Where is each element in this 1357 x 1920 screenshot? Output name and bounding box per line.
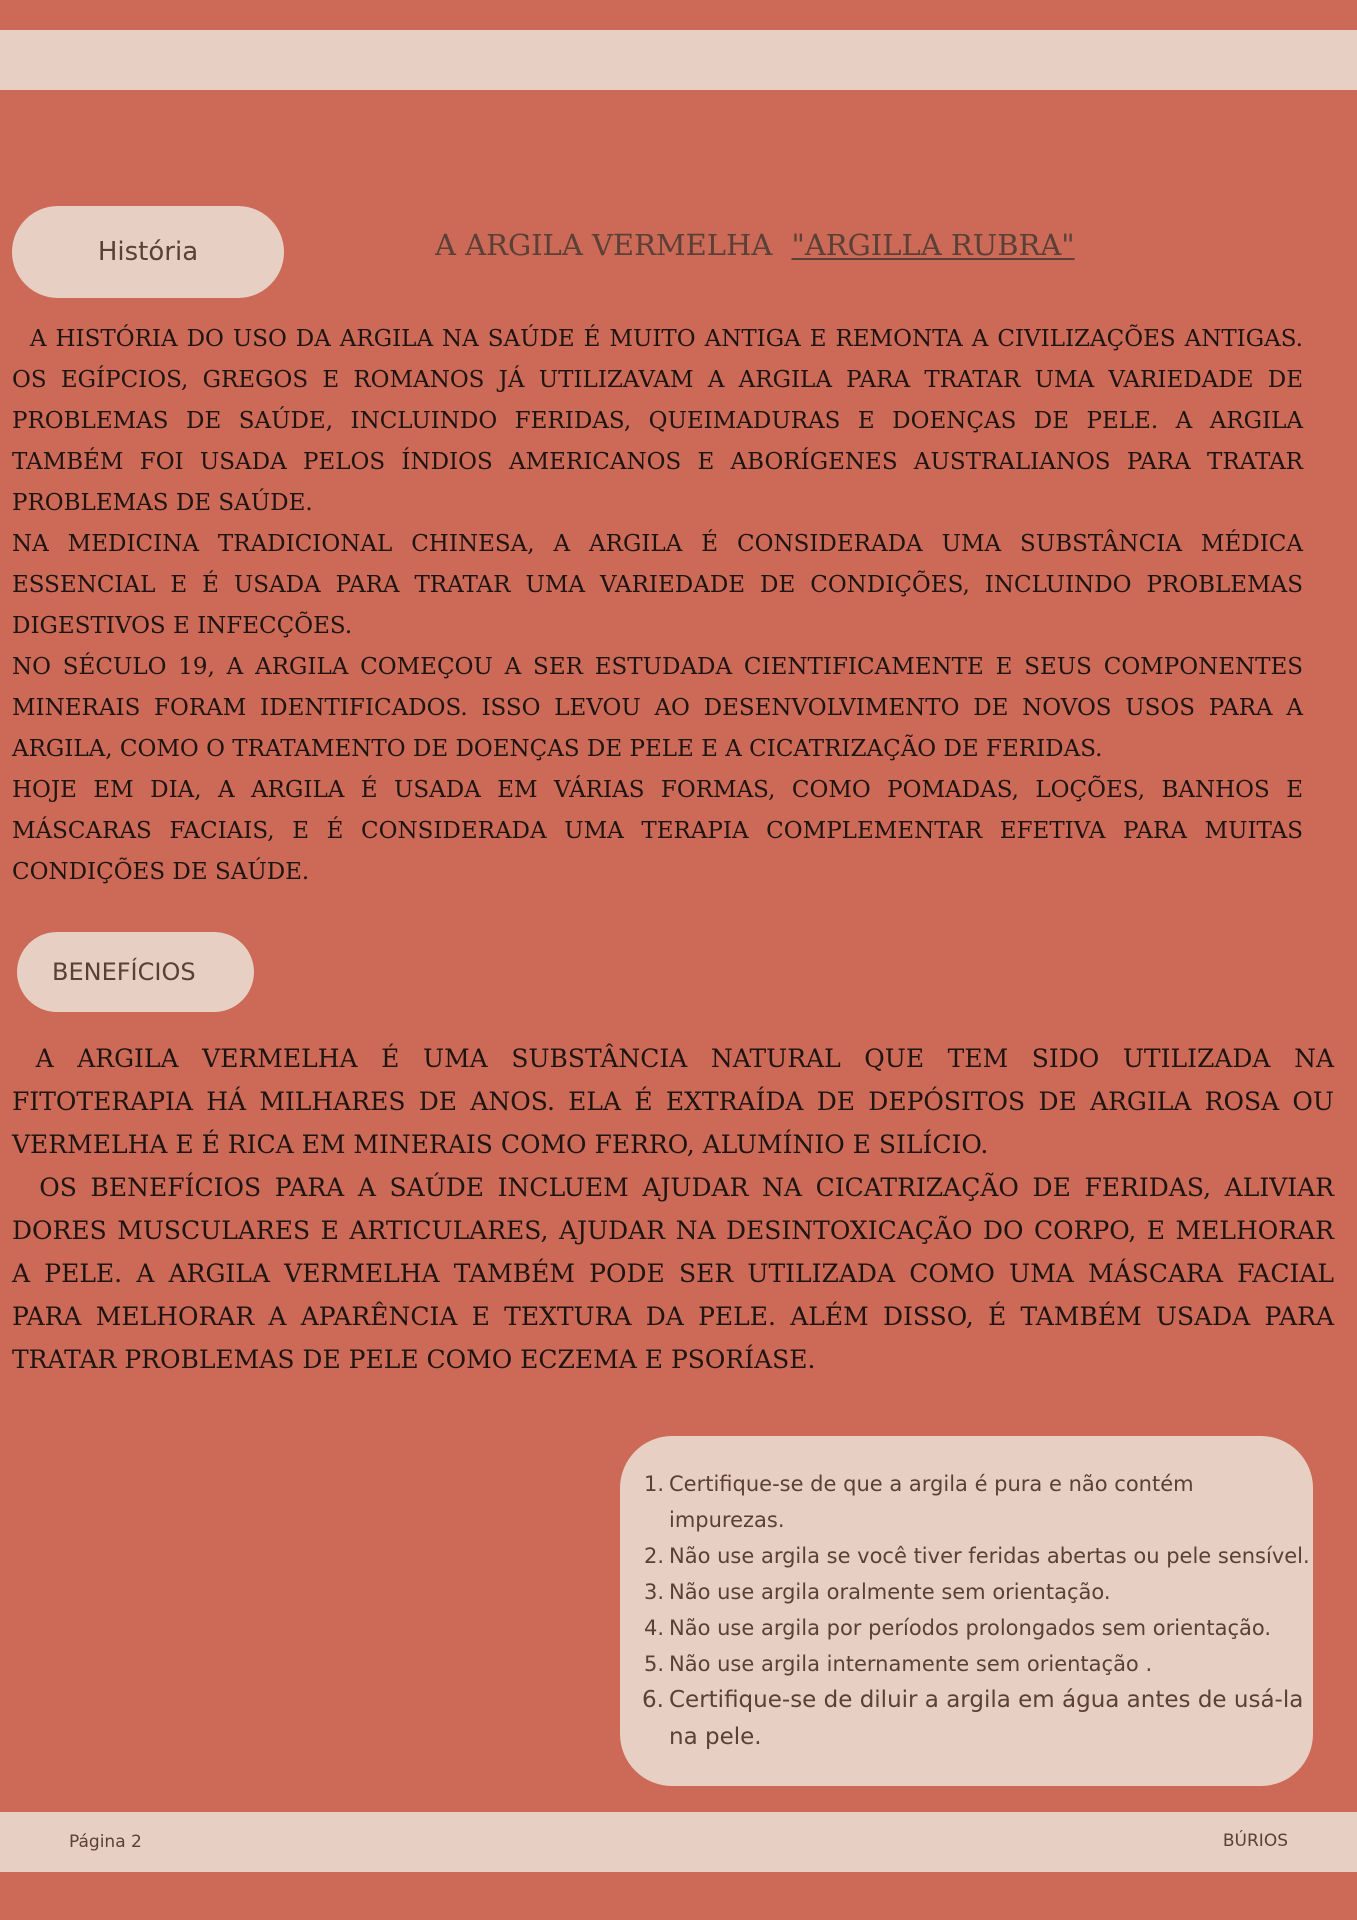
section-label-beneficios-text: BENEFÍCIOS <box>52 958 196 986</box>
precaution-text: Não use argila se você tiver feridas abertas ou pele sensível. <box>669 1544 1310 1568</box>
precaution-item <box>642 1646 1313 1682</box>
section-label-historia-text: História <box>97 237 199 267</box>
precaution-number: 3. <box>643 1580 664 1604</box>
precaution-item <box>642 1538 1313 1574</box>
precaution-item <box>642 1466 1313 1538</box>
precaution-number: 6. <box>642 1687 664 1713</box>
precaution-item <box>642 1682 1313 1756</box>
historia-text <box>12 319 1303 893</box>
beneficios-paragraph: A ARGILA VERMELHA É UMA SUBSTÂNCIA NATURAL QUE TEM SIDO UTILIZADA NA FITOTERAPIA HÁ MILHARES DE ANOS. ELA É EXTRAÍDA DE DEPÓSITOS DE ARGILA ROSA OU VERMELHA E É RICA EM MINERAIS COMO FERRO, ALUMÍNIO E SILÍCIO. <box>12 1044 1334 1159</box>
historia-paragraph: HOJE EM DIA, A ARGILA É USADA EM VÁRIAS FORMAS, COMO POMADAS, LOÇÕES, BANHOS E MÁSCARAS FACIAIS, E É CONSIDERADA UMA TERAPIA COMPLEMENTAR EFETIVA PARA MUITAS CONDIÇÕES DE SAÚDE. <box>12 777 1303 885</box>
page-number: Página 2 <box>69 1832 142 1852</box>
precautions-list <box>642 1466 1313 1756</box>
precaution-text: Não use argila internamente sem orientação . <box>669 1652 1153 1676</box>
page-title <box>435 228 1075 262</box>
precaution-item <box>642 1610 1313 1646</box>
section-label-historia <box>12 206 284 298</box>
precaution-text: Certifique-se de diluir a argila em água antes de usá-la na pele. <box>669 1687 1304 1750</box>
precaution-text: Não use argila oralmente sem orientação. <box>669 1580 1111 1604</box>
precaution-item <box>642 1574 1313 1610</box>
page-title-latin: "ARGILLA RUBRA" <box>791 228 1075 262</box>
top-band <box>0 30 1357 90</box>
historia-paragraph: A HISTÓRIA DO USO DA ARGILA NA SAÚDE É MUITO ANTIGA E REMONTA A CIVILIZAÇÕES ANTIGAS. OS EGÍPCIOS, GREGOS E ROMANOS JÁ UTILIZAVAM A ARGILA PARA TRATAR UMA VARIEDADE DE PROBLEMAS DE SAÚDE, INCLUINDO FERIDAS, QUEIMADURAS E DOENÇAS DE PELE. A ARGILA TAMBÉM FOI USADA PELOS ÍNDIOS AMERICANOS E ABORÍGENES AUSTRALIANOS PARA TRATAR PROBLEMAS DE SAÚDE. <box>12 326 1303 516</box>
precaution-number: 4. <box>643 1616 664 1640</box>
beneficios-text <box>12 1037 1334 1381</box>
precautions-box <box>620 1436 1313 1786</box>
brand-name: BÚRIOS <box>1222 1831 1288 1851</box>
historia-paragraph: NO SÉCULO 19, A ARGILA COMEÇOU A SER ESTUDADA CIENTIFICAMENTE E SEUS COMPONENTES MINERAIS FORAM IDENTIFICADOS. ISSO LEVOU AO DESENVOLVIMENTO DE NOVOS USOS PARA A ARGILA, COMO O TRATAMENTO DE DOENÇAS DE PELE E A CICATRIZAÇÃO DE FERIDAS. <box>12 654 1303 762</box>
precaution-number: 1. <box>643 1472 664 1496</box>
page-title-main: A ARGILA VERMELHA <box>435 228 773 262</box>
precaution-number: 2. <box>643 1544 664 1568</box>
precaution-number: 5. <box>643 1652 664 1676</box>
precaution-text: Certifique-se de que a argila é pura e não contém impurezas. <box>669 1472 1194 1532</box>
precaution-text: Não use argila por períodos prolongados sem orientação. <box>669 1616 1272 1640</box>
beneficios-paragraph: OS BENEFÍCIOS PARA A SAÚDE INCLUEM AJUDAR NA CICATRIZAÇÃO DE FERIDAS, ALIVIAR DORES MUSCULARES E ARTICULARES, AJUDAR NA DESINTOXICAÇÃO DO CORPO, E MELHORAR A PELE. A ARGILA VERMELHA TAMBÉM PODE SER UTILIZADA COMO UMA MÁSCARA FACIAL PARA MELHORAR A APARÊNCIA E TEXTURA DA PELE. ALÉM DISSO, É TAMBÉM USADA PARA TRATAR PROBLEMAS DE PELE COMO ECZEMA E PSORÍASE. <box>12 1173 1334 1374</box>
historia-paragraph: NA MEDICINA TRADICIONAL CHINESA, A ARGILA É CONSIDERADA UMA SUBSTÂNCIA MÉDICA ESSENCIAL E É USADA PARA TRATAR UMA VARIEDADE DE CONDIÇÕES, INCLUINDO PROBLEMAS DIGESTIVOS E INFECÇÕES. <box>12 531 1303 639</box>
footer <box>0 1812 1357 1872</box>
section-label-beneficios <box>17 932 254 1012</box>
